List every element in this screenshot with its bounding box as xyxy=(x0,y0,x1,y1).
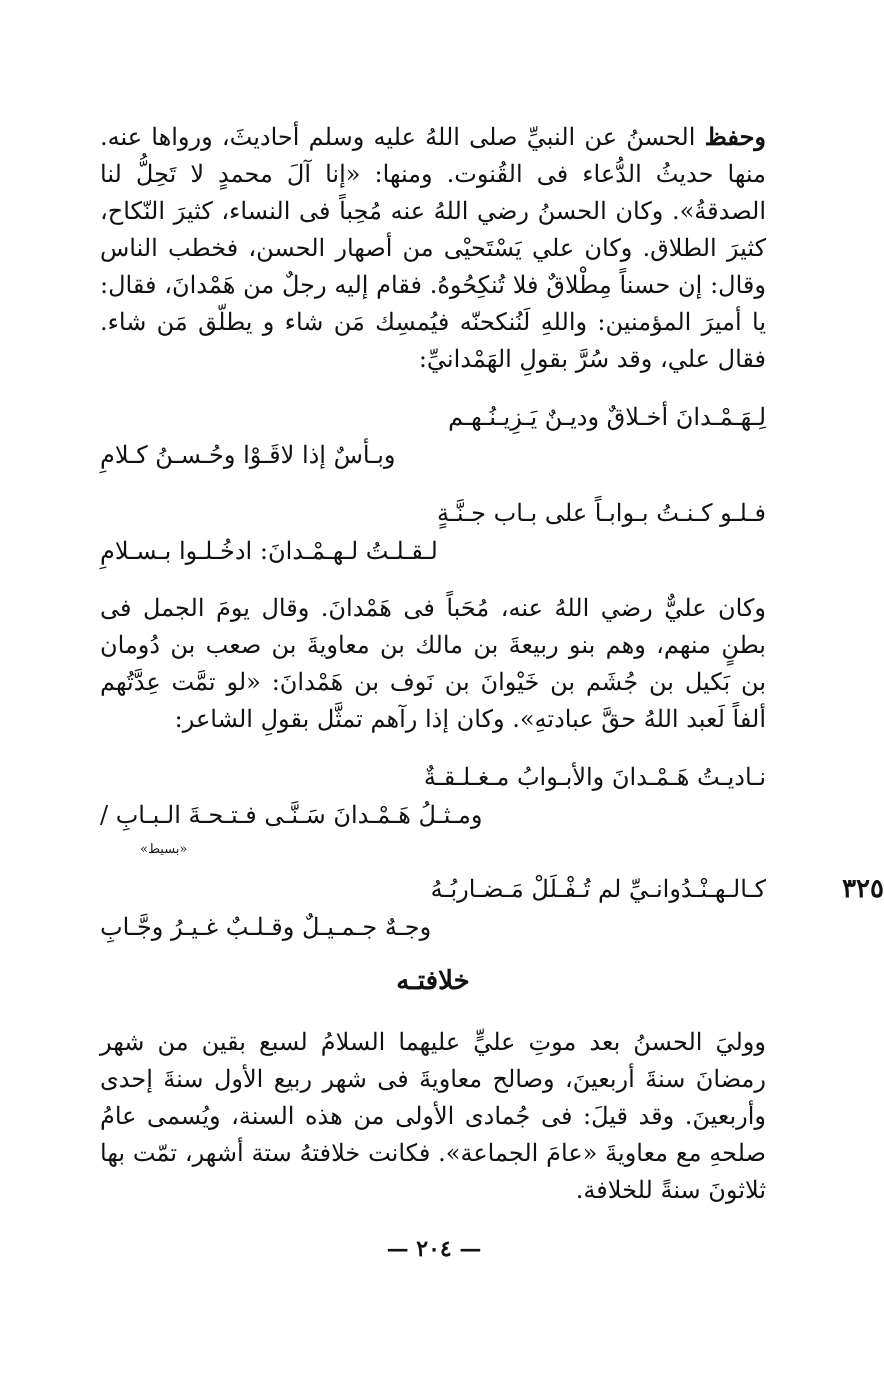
verse-number: ٣٢٥ xyxy=(842,874,884,904)
verse-first-hemistich: فـلـو كـنـتُ بـوابـاً على بـاب جـنَّـةٍ xyxy=(436,499,766,527)
verse-second-hemistich: وجـهٌ جـمـيـلٌ وقـلـبٌ غـيـرُ وجَّـابِ xyxy=(100,913,432,941)
third-paragraph xyxy=(100,1024,766,1209)
intro-lead-word: وحفظ xyxy=(704,122,766,151)
poem-verse xyxy=(100,494,766,570)
verse-first-hemistich: كـالـهـنْـدُوانـيِّ لم تُـفْـلَلْ مَـضـاربُـهُ xyxy=(430,875,766,903)
page-body xyxy=(100,118,884,1209)
third-paragraph-text: ووليَ الحسنُ بعد موتِ عليٍّ عليهما السلامُ لسبع بقين من شهر رمضانَ سنةَ أربعينَ، وصالح معاويةَ فى شهر ربيع الأول سنةَ إحدى وأربعينَ. وقد قيلَ: فى جُمادى الأولى من هذه السنة، ويُسمى عامُ صلحهِ مع معاويةَ «عامَ الجماعة». فكانت خلافتهُ ستة أشهر، تمّت بها ثلاثونَ سنةً للخلافة. xyxy=(100,1028,767,1204)
verse-first-hemistich: نـاديـتُ هَـمْـدانَ والأبـوابُ مـغـلـقـةٌ xyxy=(423,763,766,791)
verse-second-hemistich: ومـثـلُ هَـمْـدانَ سَـنَّـى فـتـحـةَ الـبـابِ / xyxy=(100,801,483,829)
poem-poet-quote xyxy=(100,758,884,946)
page-number: — ٢٠٤ — xyxy=(386,1236,482,1262)
verse-second-hemistich: وبـأسٌ إذا لاقَـوْا وحُـسـنُ كـلامِ xyxy=(100,441,396,469)
verse-second-hemistich: لـقـلـتُ لـهـمْـدانَ: ادخُـلـوا بـسـلامِ xyxy=(100,537,438,565)
intro-text: الحسنُ عن النبيِّ صلى اللهُ عليه وسلم أحاديثَ، ورواها عنه. منها حديثُ الدُّعاء فى القُنوت. ومنها: «إنا آلَ محمدٍ لا تَحِلُّ لنا الصدقةُ». وكان الحسنُ رضي اللهُ عنه مُحِباً فى النساء، كثيرَ النّكاح، كثيرَ الطلاق. وكان علي يَسْتَحيْى من أصهار الحسن، فخطب الناس وقال: إن حسناً مِطْلاقٌ فلا تُنكِحُوهُ. فقام إليه رجلٌ من هَمْدانَ، فقال: يا أميرَ المؤمنين: واللهِ لَنُنكحنّه فيُمسِك مَن شاء و يطلّق مَن شاء. فقال علي، وقد سُرَّ بقولِ الهَمْدانيِّ: xyxy=(100,123,766,373)
second-paragraph xyxy=(100,590,766,738)
meter-label: «بسيط» xyxy=(140,842,188,857)
poem-verse-numbered xyxy=(100,870,884,946)
verse-first-hemistich: لِـهَـمْـدانَ أخـلاقٌ وديـنٌ يَـزِيـنُـهـم xyxy=(448,403,766,431)
poem-verse xyxy=(100,398,766,474)
intro-paragraph xyxy=(100,118,766,378)
poem-verse xyxy=(100,758,766,834)
poem-hamdan-praise xyxy=(100,398,766,570)
section-title: خلافتـه xyxy=(396,966,470,996)
second-paragraph-text: وكان عليٌّ رضي اللهُ عنه، مُحَباً فى هَمْدانَ. وقال يومَ الجمل فى بطنٍ منهم، وهم بنو ربيعةَ بن مالك بن معاويةَ بن صعب بن دُومان بن بَكيل بن جُشَم بن خَيْوانَ بن نَوف بن هَمْدانَ: «لو تمَّت عِدَّتُهم ألفاً لَعبد اللهُ حقَّ عبادتهِ». وكان إذا رآهم تمثَّل بقولِ الشاعر: xyxy=(100,594,766,733)
